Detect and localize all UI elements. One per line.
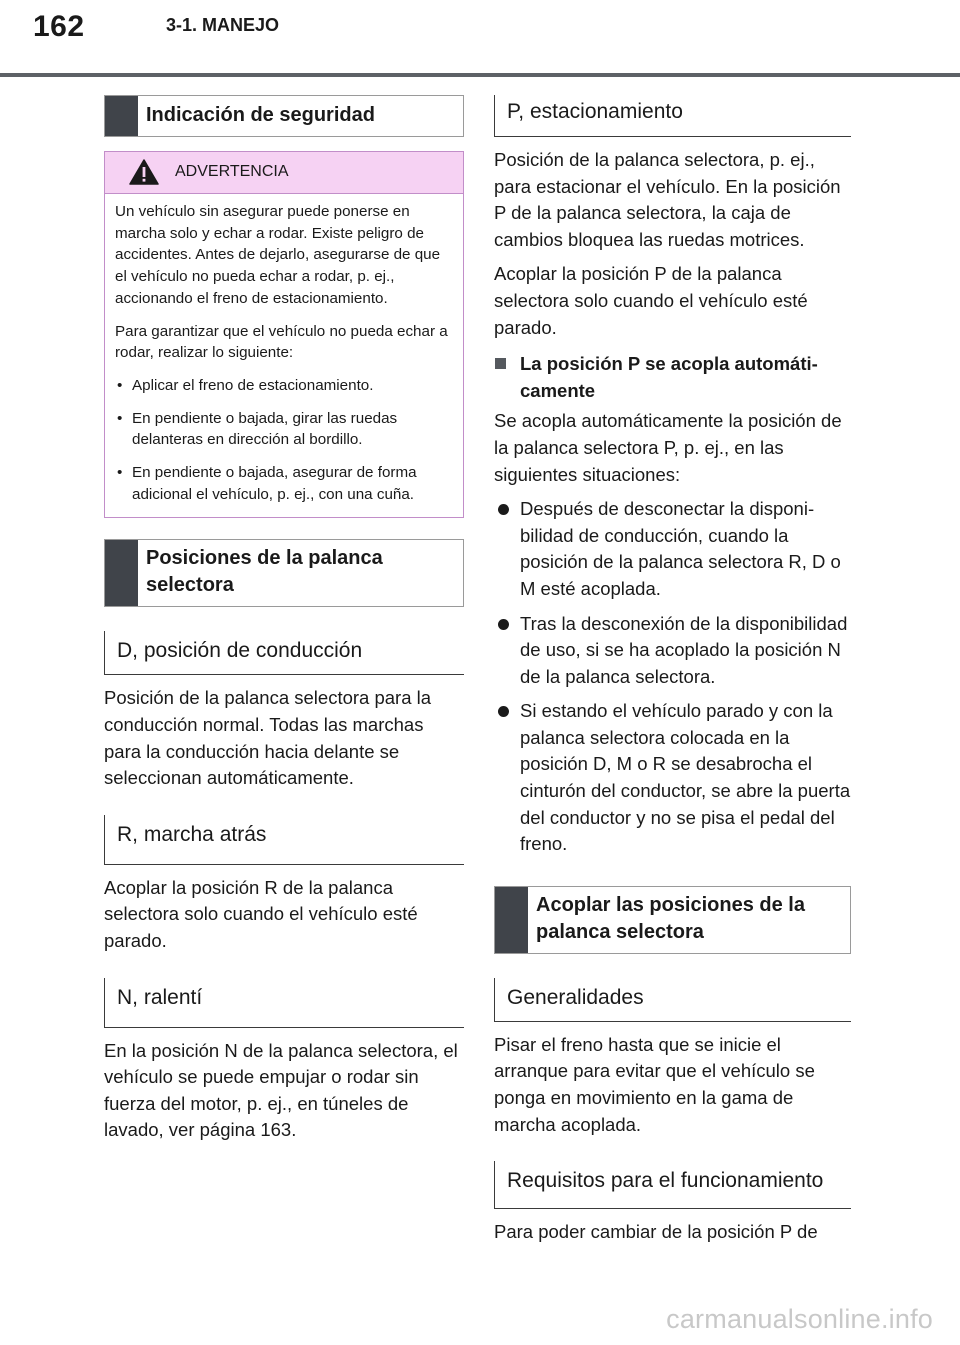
warning-bullet: • Aplicar el freno de estacionamiento. (115, 375, 453, 397)
bullet-dot-icon (498, 706, 509, 717)
section-title: 3-1. MANEJO (166, 15, 280, 35)
square-bullet-icon (495, 358, 506, 369)
subheading-auto-p-text: La posición P se acopla automáticamente (520, 353, 818, 401)
paragraph-p2: Acoplar la posición P de la palanca selectora solo cuando el vehículo esté parado. (494, 263, 808, 338)
subheading-p: P, estacionamiento (494, 95, 851, 137)
subheading-n: N, ralentí (104, 978, 464, 1028)
list-item-text: Si estando el vehículo parado y con la palanca selectora colocada en la posición D, M o R se desabrocha el cinturón del conductor, se abre la puerta del conductor y no se pisa el pedal del freno. (520, 700, 851, 855)
section-heading-positions (104, 539, 464, 607)
subheading-r: R, marcha atrás (104, 815, 464, 865)
subheading-auto-p (494, 351, 851, 404)
page-number: 162 (33, 10, 85, 43)
warning-body (105, 194, 463, 517)
section-heading-engage (494, 886, 851, 954)
page-header (0, 0, 960, 80)
warning-paragraph: Para garantizar que el vehículo no pueda echar a rodar, realizar lo siguiente: (115, 322, 448, 362)
bullet-dot-icon (498, 504, 509, 515)
auto-bullet-list (494, 496, 851, 858)
heading-bar (495, 887, 528, 953)
paragraph-n: En la posición N de la palanca selectora, el vehículo se puede empujar o rodar sin fuerza del motor, p. ej., en túneles de lavado, ver página 163. (104, 1039, 458, 1141)
watermark: carmanualsonline.info (666, 1304, 933, 1334)
list-item-text: Después de desconectar la disponibilidad de conducción, cuando la posición de la palanca selectora R, D o M esté acoplada. (520, 498, 841, 599)
warning-header (105, 152, 463, 194)
warning-bullet-list (115, 375, 453, 506)
list-item (494, 611, 851, 691)
warning-bullet: • En pendiente o bajada, girar las ruedas delanteras en dirección al bordillo. (115, 408, 453, 451)
subheading-general: Generalidades (494, 978, 851, 1022)
warning-title: ADVERTENCIA (175, 163, 289, 180)
paragraph-r: Acoplar la posición R de la palanca selectora solo cuando el vehículo esté parado. (104, 876, 418, 951)
paragraph-general: Pisar el freno hasta que se inicie el arranque para evitar que el vehículo se ponga en movimiento en la gama de marcha acoplada. (494, 1033, 815, 1135)
header-rule (0, 73, 960, 77)
warning-box (104, 151, 464, 518)
paragraph-requirements: Para poder cambiar de la posición P de (494, 1221, 818, 1243)
paragraph-auto: Se acopla automáticamente la posición de la palanca selectora P, p. ej., en las siguientes situaciones: (494, 410, 842, 485)
bullet-dot-icon (498, 619, 509, 630)
warning-triangle-icon (129, 159, 159, 185)
warning-bullet: • En pendiente o bajada, asegurar de forma adicional el vehículo, p. ej., con una cuña. (115, 462, 453, 505)
subheading-requirements: Requisitos para el funcionamiento (494, 1161, 851, 1209)
heading-text: Indicación de seguridad (146, 104, 375, 126)
list-item (494, 496, 851, 602)
paragraph-p: Posición de la palanca selectora, p. ej., para estacionar el vehículo. En la posición P de la palanca selectora, la caja de cambios bloquea las ruedas motrices. (494, 149, 841, 250)
heading-bar (105, 96, 138, 136)
paragraph-d: Posición de la palanca selectora para la conducción normal. Todas las marchas para la conducción hacia delante se seleccionan automáticamente. (104, 687, 432, 789)
heading-text: Posiciones de la palanca selectora (146, 547, 383, 597)
left-column (104, 95, 464, 1144)
subheading-d: D, posición de conducción (104, 631, 464, 675)
warning-paragraph: Un vehículo sin asegurar puede ponerse en marcha solo y echar a rodar. Existe peligro de accidentes. Antes de dejarlo, asegurarse de que el vehículo no pueda echar a rodar, p. ej., accionando el freno de estacionamiento. (115, 203, 441, 307)
list-item-text: Tras la desconexión de la disponibilidad de uso, si se ha acoplado la posición N de la palanca selectora. (520, 612, 848, 687)
heading-bar (105, 540, 138, 606)
list-item (494, 698, 851, 858)
section-heading-safety (104, 95, 464, 137)
heading-text: Acoplar las posiciones de la palanca selectora (536, 893, 805, 943)
right-column (494, 95, 851, 1246)
